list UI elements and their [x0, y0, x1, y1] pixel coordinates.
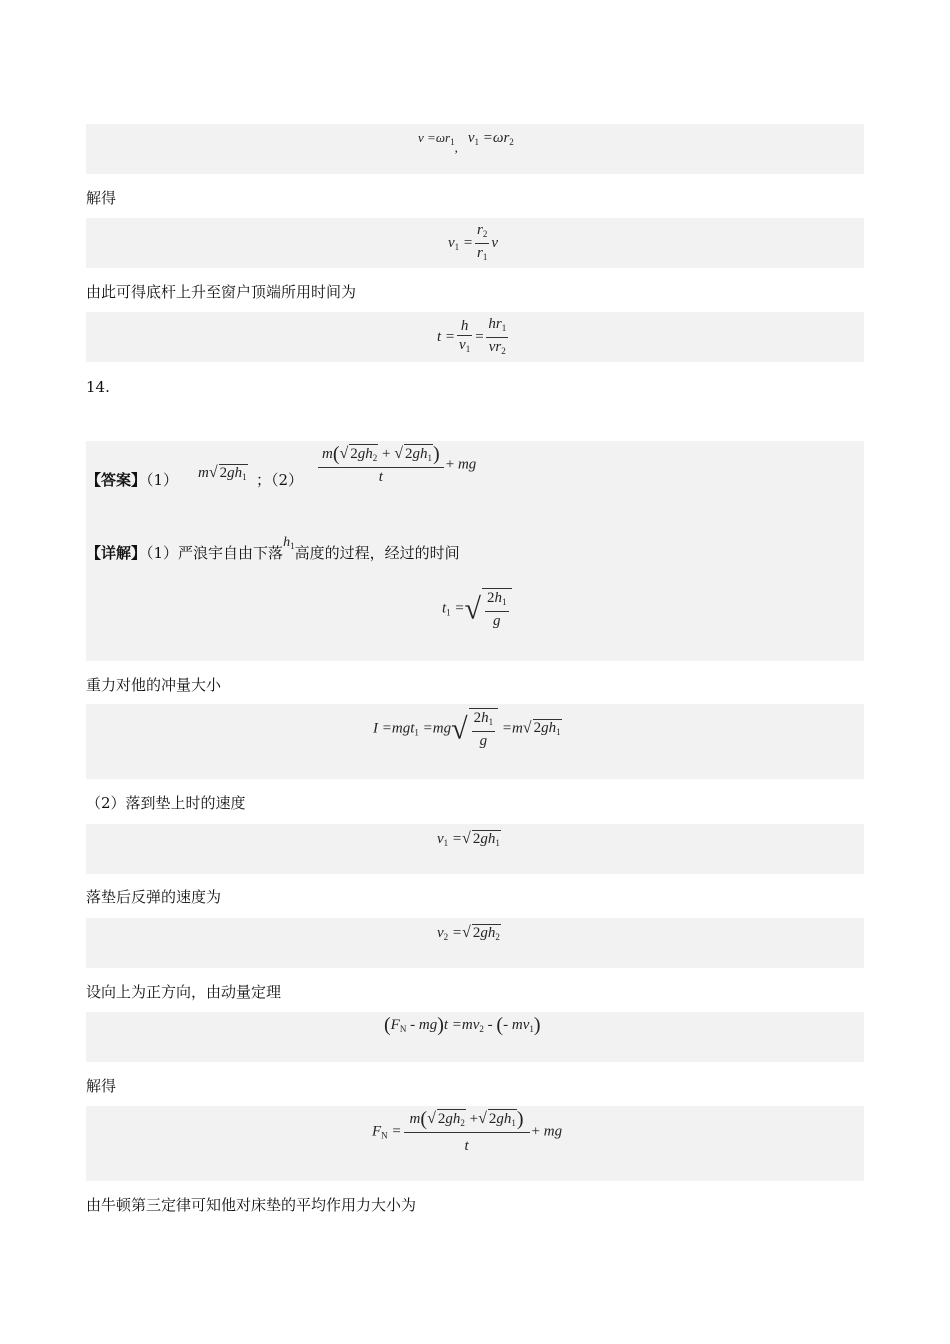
text-solved-2: 解得 [86, 1077, 117, 1095]
text-rebound-intro: 落垫后反弹的速度为 [86, 888, 222, 906]
text-solved-1: 解得 [86, 189, 117, 207]
text-impulse-intro: 重力对他的冲量大小 [86, 676, 222, 694]
formula-landing-speed: $v_1$ =√ $2gh_1$ [437, 830, 500, 848]
formula-normal-force: $F_N$ = $\frac{m(√ 2gh_2 +√ 2gh_1)}{t}$ + mg [372, 1108, 563, 1154]
answer-label: 【答案】 [86, 471, 147, 489]
text-rise-time-intro: 由此可得底杆上升至窗户顶端所用时间为 [86, 283, 357, 301]
formula-rebound-speed: $v_2$ =√ $2gh_2$ [437, 924, 500, 942]
text-part2-intro: （2）落到垫上时的速度 [86, 794, 246, 812]
formula-t1: $t_1$ =√ $\frac{2h_1}{g}$ [442, 588, 512, 630]
formula-time: t = $\frac{h}{v_1}$ = $\frac{hr_1}{vr_2}$ [437, 316, 507, 356]
answer-line: 【答案】（1） [86, 471, 179, 489]
formula-speed-relation: $v =\omega r_1,v_1 =\omega r_2$ [418, 130, 514, 155]
answer-formula-2: $\frac{m(√ 2gh_2 + √ 2gh_1)}{t}$ + mg [316, 444, 476, 486]
formula-impulse: I =mgt$_1$ =mg√ $\frac{2h_1}{g}$ =m√ $2gh_1$ [373, 710, 561, 749]
formula-momentum: $(F_N - mg)t =mv_2$ - (- $mv_1$) [384, 1014, 541, 1036]
detail-h1: $h_1$ [283, 535, 295, 551]
text-direction-intro: 设向上为正方向，由动量定理 [86, 983, 282, 1001]
detail-line: 【详解】（1）严浪宇自由下落$h_1$高度的过程，经过的时间 [86, 535, 460, 562]
text-third-law: 由牛顿第三定律可知他对床垫的平均作用力大小为 [86, 1196, 417, 1214]
answer-separator: ；（2） [256, 471, 304, 489]
answer-formula-1: m√ $2gh_1$ [198, 464, 247, 482]
formula-v1: $v_1$ = $\frac{r_2}{r_1}$ v [448, 222, 499, 262]
question-number-14: 14. [86, 378, 110, 396]
detail-label: 【详解】 [86, 544, 147, 562]
